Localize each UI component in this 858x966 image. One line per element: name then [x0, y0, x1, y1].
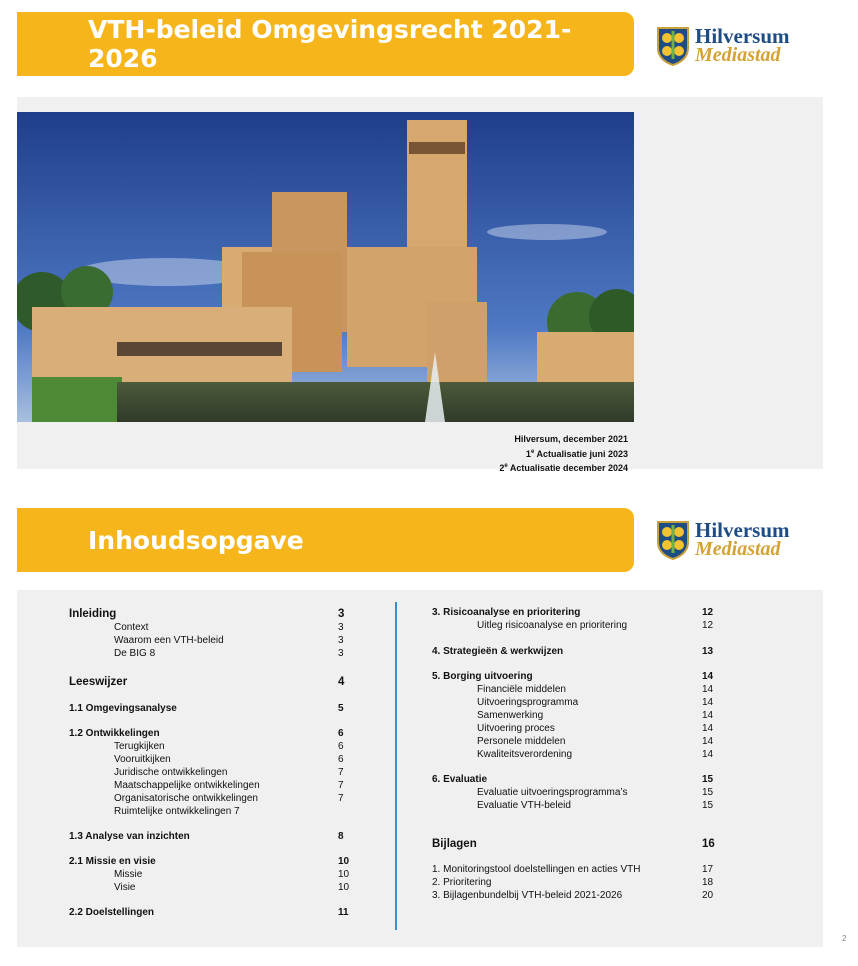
toc-entry-label: 1. Monitoringstool doelstellingen en acties VTH	[432, 864, 641, 875]
toc-entry-label: Ruimtelijke ontwikkelingen 7	[114, 806, 240, 817]
toc-entry-label: Uitvoeringsprogramma	[477, 697, 579, 708]
toc-entry-page: 3	[338, 622, 344, 633]
logo-line2: Mediastad	[695, 538, 781, 560]
toc-entry-page: 12	[702, 620, 714, 631]
toc-entry-label: 2.2 Doelstellingen	[69, 907, 155, 918]
toc-entry-page: 5	[338, 703, 344, 714]
cover-dates	[499, 433, 628, 475]
toc-entry-label: 4. Strategieën & werkwijzen	[432, 646, 564, 657]
logo-line1: Hilversum	[695, 518, 790, 542]
title-banner	[17, 12, 634, 76]
toc-entry-label: De BIG 8	[114, 648, 156, 659]
toc-entry-page: 14	[702, 697, 714, 708]
toc-entry-page: 11	[338, 907, 349, 918]
cover-panel	[17, 97, 823, 473]
toc-entry-page: 12	[702, 607, 714, 618]
toc-entry-label: Kwaliteitsverordening	[477, 749, 573, 760]
toc-entry-page: 15	[702, 787, 714, 798]
logo-line2: Mediastad	[695, 44, 781, 66]
shield-icon	[656, 520, 690, 560]
toc-banner	[17, 508, 634, 572]
toc-panel	[17, 590, 823, 947]
toc-entry-page: 14	[702, 710, 714, 721]
town-hall-photo	[17, 112, 634, 422]
toc-entry-label: Bijlagen	[432, 838, 477, 850]
toc-entry-label: Financiële middelen	[477, 684, 566, 695]
logo-line1: Hilversum	[695, 24, 790, 48]
toc-entry-label: Leeswijzer	[69, 676, 128, 688]
hilversum-logo	[656, 24, 816, 68]
toc-entry-page: 15	[702, 774, 714, 785]
logo-text	[695, 24, 790, 66]
toc-entry-page: 8	[338, 831, 344, 842]
shield-icon	[656, 26, 690, 66]
toc-entry-page: 18	[702, 877, 714, 888]
toc-divider	[395, 602, 397, 930]
toc-entry-page: 17	[702, 864, 714, 875]
toc-entry-label: 1.3 Analyse van inzichten	[69, 831, 190, 842]
page-number: 2	[842, 934, 847, 943]
toc-entry-label: 1.1 Omgevingsanalyse	[69, 703, 177, 714]
toc-entry-label: 5. Borging uitvoering	[432, 671, 533, 682]
toc-entry-label: Personele middelen	[477, 736, 566, 747]
toc-entry-label: Juridische ontwikkelingen	[114, 767, 228, 778]
toc-entry-page: 3	[338, 608, 345, 620]
toc-entry-page: 14	[702, 671, 714, 682]
toc-entry-page: 20	[702, 890, 714, 901]
toc-entry-page: 16	[702, 838, 715, 850]
toc-entry-page: 7	[338, 767, 344, 778]
toc-entry-page: 13	[702, 646, 714, 657]
toc-entry-page: 15	[702, 800, 714, 811]
update-2: 2e Actualisatie december 2024	[499, 463, 628, 473]
toc-entry-label: Uitvoering proces	[477, 723, 555, 734]
toc-entry-page: 14	[702, 749, 714, 760]
toc-entry-label: Terugkijken	[114, 741, 165, 752]
toc-entry-page: 10	[338, 882, 350, 893]
document-title: VTH-beleid Omgevingsrecht 2021-2026	[88, 15, 572, 73]
toc-entry-label: Evaluatie VTH-beleid	[477, 800, 571, 811]
toc-entry-page: 6	[338, 754, 344, 765]
toc-entry-label: 2.1 Missie en visie	[69, 856, 156, 867]
toc-entry-label: Context	[114, 622, 149, 633]
logo-text	[695, 518, 790, 560]
toc-entry-label: Inleiding	[69, 608, 117, 620]
toc-entry-page: 14	[702, 723, 714, 734]
cover-date: Hilversum, december 2021	[514, 434, 628, 444]
toc-entry-label: Missie	[114, 869, 143, 880]
toc-entry-label: Vooruitkijken	[114, 754, 171, 765]
toc-entry-label: Waarom een VTH-beleid	[114, 635, 224, 646]
toc-entry-page: 10	[338, 869, 350, 880]
hilversum-logo-2	[656, 518, 816, 562]
toc-entry-page: 3	[338, 648, 344, 659]
toc-entry-label: Uitleg risicoanalyse en prioritering	[477, 620, 628, 631]
toc-entry-label: Visie	[114, 882, 136, 893]
toc-entry-page: 7	[338, 793, 344, 804]
toc-entry-page: 6	[338, 741, 344, 752]
toc-entry-label: 6. Evaluatie	[432, 774, 488, 785]
toc-entry-page: 14	[702, 684, 714, 695]
toc-entry-label: 3. Risicoanalyse en prioritering	[432, 607, 581, 618]
toc-entry-label: 3. Bijlagenbundelbij VTH-beleid 2021-2026	[432, 890, 623, 901]
toc-entry-page: 14	[702, 736, 714, 747]
toc-title: Inhoudsopgave	[88, 525, 304, 555]
update-1: 1e Actualisatie juni 2023	[525, 448, 628, 459]
toc-entry-label: 2. Prioritering	[432, 877, 492, 888]
toc-entry-label: Evaluatie uitvoeringsprogramma’s	[477, 787, 628, 798]
toc-entry-page: 7	[338, 780, 344, 791]
toc-entry-page: 6	[338, 728, 344, 739]
toc-entry-page: 4	[338, 676, 345, 688]
toc-entry-label: Organisatorische ontwikkelingen	[114, 793, 258, 804]
toc-entry-label: Samenwerking	[477, 710, 544, 721]
toc-entry-page: 3	[338, 635, 344, 646]
toc-entry-page: 10	[338, 856, 350, 867]
toc-entry-label: 1.2 Ontwikkelingen	[69, 728, 160, 739]
toc-entry-label: Maatschappelijke ontwikkelingen	[114, 780, 260, 791]
